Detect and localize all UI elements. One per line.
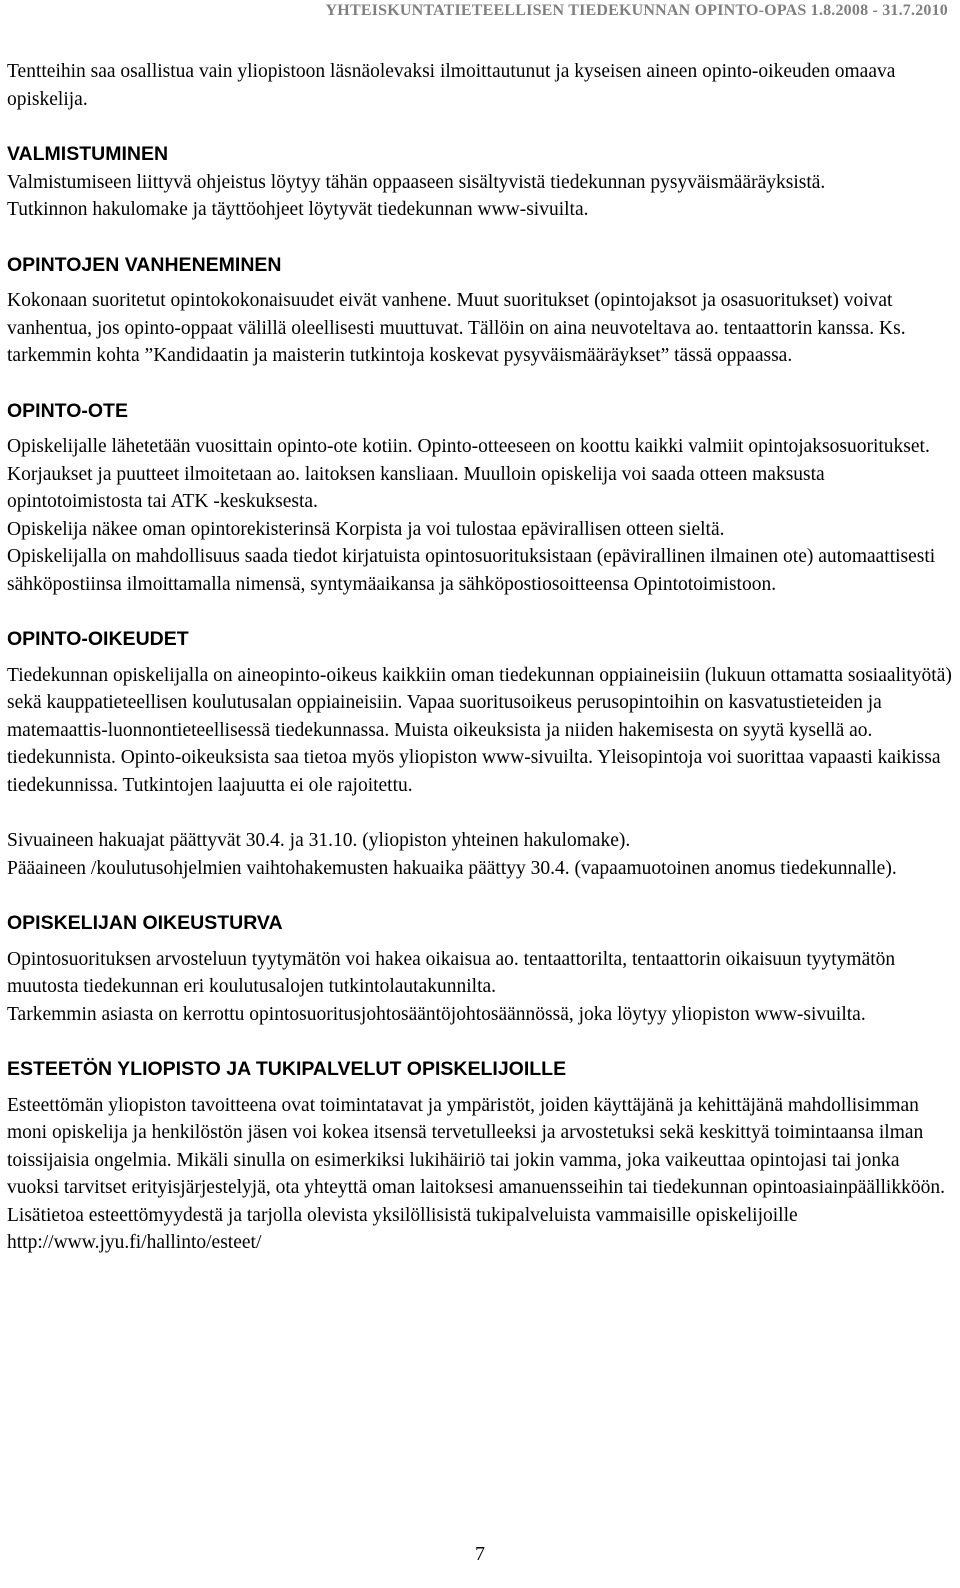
section-paragraph: Sivuaineen hakuajat päättyvät 30.4. ja 31.10. (yliopiston yhteinen hakulomake). bbox=[7, 830, 631, 851]
section-heading: OPISKELIJAN OIKEUSTURVA bbox=[7, 912, 283, 934]
section-paragraph: Opiskelijalle lähetetään vuosittain opinto-ote kotiin. Opinto-otteeseen on koottu kaikki valmiit opintojaksosuoritukset. Korjaukset ja puutteet ilmoitetaan ao. laitoksen kansliaan. Muulloin opiskelija voi saada otteen maksusta opintotoimistosta tai ATK -keskuksesta. bbox=[7, 436, 930, 512]
section-heading: OPINTO-OTE bbox=[7, 399, 128, 422]
section-paragraph: Opintosuorituksen arvosteluun tyytymätön voi hakea oikaisua ao. tentaattorilta, tentaattorin oikaisuun tyytymätön muutosta tiedekunnan eri koulutusalojen tutkintolautakunnilta. bbox=[7, 948, 896, 997]
section-paragraph: Kokonaan suoritetut opintokokonaisuudet eivät vanhene. Muut suoritukset (opintojaksot ja osasuoritukset) voivat vanhentua, jos opinto-oppaat välillä oleellisesti muuttuvat. Tällöin on aina neuvoteltava ao. tentaattorin kanssa. Ks. tarkemmin kohta ”Kandidaatin ja maisterin tutkintoja koskevat pysyväismääräykset” tässä oppaassa. bbox=[7, 290, 906, 366]
running-header: YHTEISKUNTATIETEELLISEN TIEDEKUNNAN OPINTO-OPAS 1.8.2008 - 31.7.2010 bbox=[325, 2, 948, 19]
document-body bbox=[7, 58, 953, 1257]
section-paragraph: Tarkemmin asiasta on kerrottu opintosuoritusjohtosääntöjohtosäännössä, joka löytyy yliopiston www-sivuilta. bbox=[7, 1003, 866, 1025]
section-paragraph: Tutkinnon hakulomake ja täyttöohjeet löytyvät tiedekunnan www-sivuilta. bbox=[7, 199, 589, 220]
section-paragraph: Opiskelijalla on mahdollisuus saada tiedot kirjatuista opintosuorituksistaan (epävirallinen ilmainen ote) automaattisesti sähköpostiinsa ilmoittamalla nimensä, syntymäaikansa ja sähköpostiosoitteensa Opintotoimistoon. bbox=[7, 546, 936, 595]
section-valmistuminen bbox=[7, 141, 953, 224]
section-heading: VALMISTUMINEN bbox=[7, 143, 169, 165]
section-opinto-oikeudet bbox=[7, 626, 953, 882]
section-paragraph: Valmistumiseen liittyvä ohjeistus löytyy tähän oppaaseen sisältyvistä tiedekunnan pysyväismääräyksistä. bbox=[7, 171, 826, 193]
section-paragraph: Esteettömän yliopiston tavoitteena ovat toimintatavat ja ympäristöt, joiden käyttäjänä ja kehittäjänä mahdollisimman moni opiskelija ja henkilöstön jäsen voi kokea itsensä tervetulleeksi ja arvostetuksi sekä keskittyä toimintaansa ilman toissijaisia ongelmia. Mikäli sinulla on esimerkiksi lukihäiriö tai jokin vamma, joka vaikeuttaa opintojasi tai jonka vuoksi tarvitset erityisjärjestelyjä, ota yhteyttä oman laitoksesi amanuensseihin tai tiedekunnan opintoasiainpäällikköön. Lisätietoa esteettömyydestä ja tarjolla olevista yksilöllisistä tukipalveluista vammaisille opiskelijoille http://www.jyu.fi/hallinto/esteet/ bbox=[7, 1094, 945, 1253]
section-opinto-ote bbox=[7, 398, 953, 599]
section-heading: OPINTO-OIKEUDET bbox=[7, 628, 189, 650]
section-heading: ESTEETÖN YLIOPISTO JA TUKIPALVELUT OPISKELIJOILLE bbox=[7, 1058, 567, 1080]
page-number: 7 bbox=[475, 1543, 485, 1565]
section-heading: OPINTOJEN VANHENEMINEN bbox=[7, 253, 282, 276]
section-esteeton-yliopisto bbox=[7, 1056, 953, 1257]
intro-paragraph: Tentteihin saa osallistua vain yliopistoon läsnäolevaksi ilmoittautunut ja kyseisen aineen opinto-oikeuden omaava opiskelija. bbox=[7, 61, 896, 110]
section-paragraph: Tiedekunnan opiskelijalla on aineopinto-oikeus kaikkiin oman tiedekunnan oppiaineisiin (lukuun ottamatta sosiaalityötä) sekä kauppatieteellisen koulutusalan oppiaineisiin. Vapaa suoritusoikeus perusopintoihin on kasvatustieteiden ja matemaattis-luonnontieteellisessä tiedekunnassa. Muista oikeuksista ja niiden hakemisesta on syytä kysellä ao. tiedekunnista. Opinto-oikeuksista saa tietoa myös yliopiston www-sivuilta. Yleisopintoja voi suorittaa vapaasti kaikissa tiedekunnissa. Tutkintojen laajuutta ei ole rajoitettu. bbox=[7, 664, 952, 796]
section-paragraph: Pääaineen /koulutusohjelmien vaihtohakemusten hakuaika päättyy 30.4. (vapaamuotoinen anomus tiedekunnalle). bbox=[7, 857, 897, 879]
section-opiskelijan-oikeusturva bbox=[7, 910, 953, 1028]
section-paragraph: Opiskelija näkee oman opintorekisterinsä Korpista ja voi tulostaa epävirallisen otteen sieltä. bbox=[7, 518, 725, 540]
section-opintojen-vanheneminen bbox=[7, 252, 953, 370]
